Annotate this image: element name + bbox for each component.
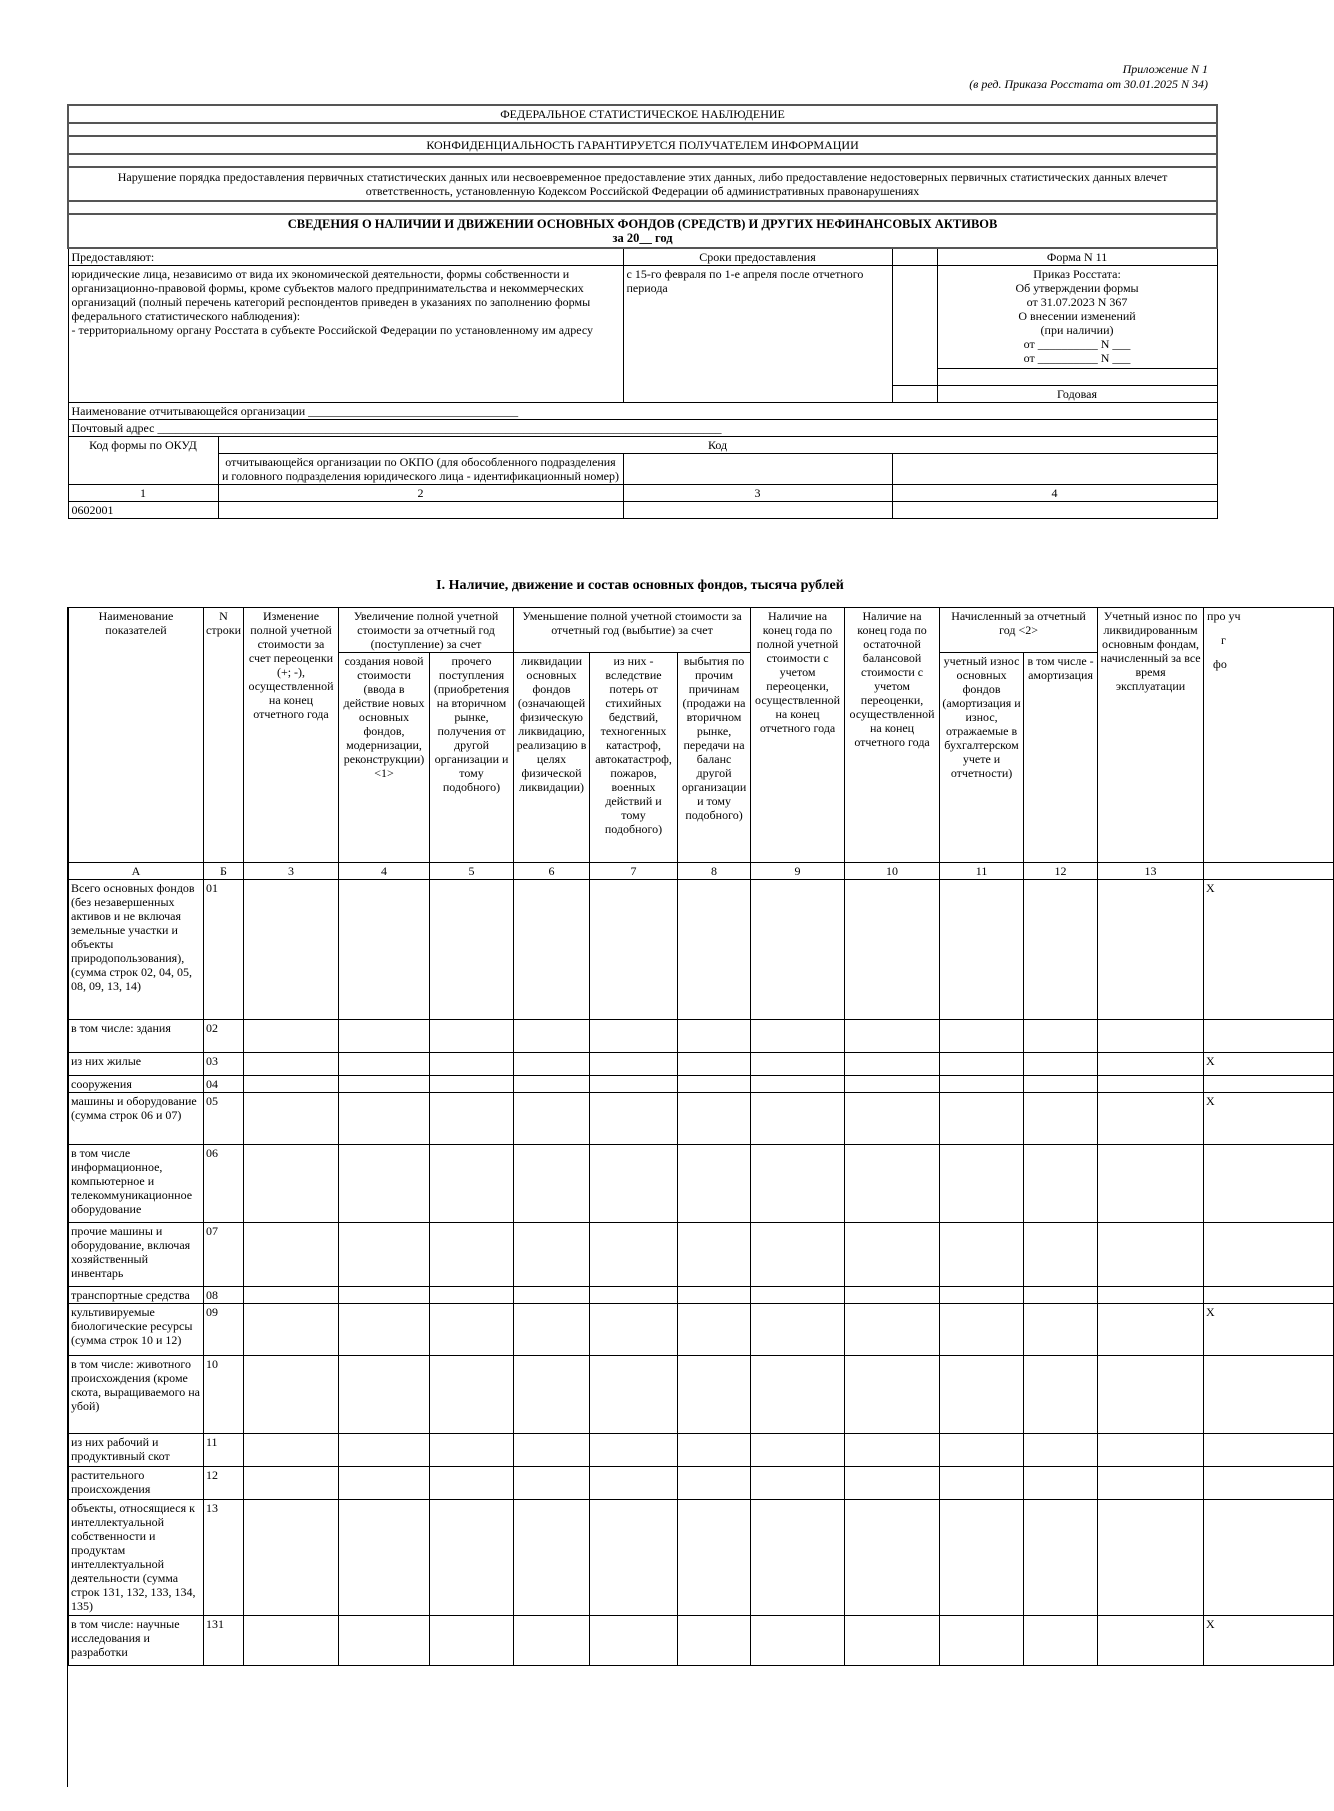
row-number: 03 [204, 1053, 244, 1076]
value-cell[interactable] [244, 880, 339, 1020]
value-cell[interactable] [751, 1434, 845, 1467]
code-col-number: 3 [623, 485, 892, 502]
spacer-row [68, 201, 1217, 214]
value-cell[interactable] [514, 1287, 590, 1304]
value-cell[interactable] [244, 1223, 339, 1287]
empty-cell [892, 248, 937, 266]
value-cell[interactable] [514, 880, 590, 1020]
deadline-text: с 15-го февраля по 1-е апреля после отчетного периода [623, 266, 892, 403]
value-cell[interactable] [1098, 880, 1204, 1020]
value-cell[interactable] [430, 1467, 514, 1500]
header-cut-column [1204, 608, 1334, 863]
cut-header-text: г [1221, 633, 1226, 647]
postal-address-line: Почтовый адрес ______________________________________________________________________________________________ [68, 420, 1217, 437]
value-cell[interactable] [590, 1287, 678, 1304]
value-cell[interactable] [514, 1467, 590, 1500]
value-cell[interactable] [590, 880, 678, 1020]
empty-cell [892, 266, 937, 386]
order-line: от __________ N ___ [1023, 351, 1131, 365]
value-cell[interactable] [339, 1467, 430, 1500]
column-letter: 5 [430, 863, 514, 880]
value-cell[interactable] [1098, 1616, 1204, 1666]
header-name: Наименование показателей [69, 608, 204, 863]
value-cell[interactable] [940, 1467, 1024, 1500]
value-cell[interactable] [339, 1145, 430, 1223]
form-year: за 20__ год [612, 231, 673, 245]
table-body [69, 880, 1334, 1666]
table-row [69, 1616, 1334, 1666]
column-letter: 4 [339, 863, 430, 880]
column-letter: 12 [1024, 863, 1098, 880]
value-cell[interactable] [1024, 880, 1098, 1020]
value-cell[interactable] [339, 1053, 430, 1076]
annex-edition: (в ред. Приказа Росстата от 30.01.2025 N 34) [969, 77, 1208, 91]
header-revaluation: Изменение полной учетной стоимости за счет переоценки (+; -), осуществленной на конец отчетного года [244, 608, 339, 863]
header-new-creation: создания новой стоимости (ввода в действие новых основных фондов, модернизации, реконструкции) <1> [339, 653, 430, 863]
table-row [69, 1500, 1334, 1616]
row-mark: X [1204, 1053, 1334, 1076]
row-mark [1204, 1467, 1334, 1500]
value-cell[interactable] [1098, 1145, 1204, 1223]
table-row [69, 1020, 1334, 1053]
row-number: 09 [204, 1304, 244, 1356]
code-value-3 [623, 502, 892, 519]
row-mark [1204, 1500, 1334, 1616]
value-cell[interactable] [1098, 1053, 1204, 1076]
row-name: из них жилые [69, 1053, 204, 1076]
row-name: в том числе: животного происхождения (кроме скота, выращиваемого на убой) [69, 1356, 204, 1434]
header-other-disposal: выбытия по прочим причинам (продажи на вторичном рынке, передачи на баланс другой организации и тому подобного) [678, 653, 751, 863]
value-cell[interactable] [845, 1053, 940, 1076]
value-cell[interactable] [940, 1500, 1024, 1616]
value-cell[interactable] [1024, 1223, 1098, 1287]
okud-value: 0602001 [68, 502, 218, 519]
value-cell[interactable] [430, 1500, 514, 1616]
value-cell[interactable] [751, 1467, 845, 1500]
value-cell[interactable] [845, 1223, 940, 1287]
section1-table-viewport [67, 607, 1241, 1787]
value-cell[interactable] [845, 880, 940, 1020]
row-name: машины и оборудование (сумма строк 06 и 07) [69, 1093, 204, 1145]
value-cell[interactable] [244, 1053, 339, 1076]
value-cell[interactable] [590, 1145, 678, 1223]
column-letters-row [69, 863, 1334, 880]
row-number: 10 [204, 1356, 244, 1434]
column-letter: Б [204, 863, 244, 880]
row-name: из них рабочий и продуктивный скот [69, 1434, 204, 1467]
value-cell[interactable] [514, 1500, 590, 1616]
value-cell[interactable] [751, 1356, 845, 1434]
row-number: 13 [204, 1500, 244, 1616]
value-cell[interactable] [590, 1467, 678, 1500]
value-cell[interactable] [940, 1020, 1024, 1053]
value-cell[interactable] [678, 1223, 751, 1287]
value-cell[interactable] [244, 1076, 339, 1093]
row-mark [1204, 1356, 1334, 1434]
value-cell[interactable] [1098, 1287, 1204, 1304]
value-cell[interactable] [678, 1076, 751, 1093]
row-mark: X [1204, 880, 1334, 1020]
value-cell[interactable] [430, 1223, 514, 1287]
row-name: в том числе информационное, компьютерное и телекоммуникационное оборудование [69, 1145, 204, 1223]
value-cell[interactable] [514, 1616, 590, 1666]
value-cell[interactable] [678, 1616, 751, 1666]
order-line: от __________ N ___ [1023, 337, 1131, 351]
organization-name-line: Наименование отчитывающейся организации ___________________________________ [68, 403, 1217, 420]
value-cell[interactable] [1098, 1093, 1204, 1145]
value-cell[interactable] [1098, 1500, 1204, 1616]
header-decrease-group: Уменьшение полной учетной стоимости за отчетный год (выбытие) за счет [514, 608, 751, 653]
value-cell[interactable] [514, 1304, 590, 1356]
okpo-value [218, 502, 623, 519]
value-cell[interactable] [678, 1304, 751, 1356]
cut-header-text: про уч [1207, 609, 1241, 623]
row-mark [1204, 1020, 1334, 1053]
okud-label: Код формы по ОКУД [68, 437, 218, 485]
code-value-4 [892, 502, 1217, 519]
value-cell[interactable] [590, 1223, 678, 1287]
value-cell[interactable] [1098, 1304, 1204, 1356]
value-cell[interactable] [430, 1287, 514, 1304]
value-cell[interactable] [678, 1467, 751, 1500]
value-cell[interactable] [430, 1616, 514, 1666]
value-cell[interactable] [590, 1434, 678, 1467]
fixed-assets-table [68, 607, 1334, 1666]
row-number: 04 [204, 1076, 244, 1093]
value-cell[interactable] [244, 1616, 339, 1666]
value-cell[interactable] [940, 1356, 1024, 1434]
value-cell[interactable] [244, 1467, 339, 1500]
header-liquidated-wear: Учетный износ по ликвидированным основным фондам, начисленный за все время эксплуатации [1098, 608, 1204, 863]
table-row [69, 1093, 1334, 1145]
row-number: 05 [204, 1093, 244, 1145]
value-cell[interactable] [244, 1145, 339, 1223]
value-cell[interactable] [845, 1145, 940, 1223]
value-cell[interactable] [430, 1020, 514, 1053]
header-losses: из них - вследствие потерь от стихийных бедствий, техногенных катастроф, автокатастроф, пожаров, военных действий и тому подобного) [590, 653, 678, 863]
value-cell[interactable] [590, 1500, 678, 1616]
value-cell[interactable] [751, 1304, 845, 1356]
header-accounting-wear: учетный износ основных фондов (амортизация и износ, отражаемые в бухгалтерском учете и отчетности) [940, 653, 1024, 863]
table-row [69, 1053, 1334, 1076]
value-cell[interactable] [751, 1287, 845, 1304]
value-cell[interactable] [339, 1356, 430, 1434]
value-cell[interactable] [845, 1467, 940, 1500]
value-cell[interactable] [590, 1093, 678, 1145]
form-number: Форма N 11 [937, 248, 1217, 266]
row-mark [1204, 1434, 1334, 1467]
deadline-label: Сроки предоставления [623, 248, 892, 266]
row-number: 06 [204, 1145, 244, 1223]
value-cell[interactable] [244, 1287, 339, 1304]
code-col-number: 1 [68, 485, 218, 502]
value-cell[interactable] [678, 1093, 751, 1145]
value-cell[interactable] [940, 1076, 1024, 1093]
value-cell[interactable] [244, 1020, 339, 1053]
value-cell[interactable] [339, 1616, 430, 1666]
value-cell[interactable] [244, 1093, 339, 1145]
row-name: объекты, относящиеся к интеллектуальной собственности и продуктам интеллектуальной деятельности (сумма строк 131, 132, 133, 134, 135) [69, 1500, 204, 1616]
value-cell[interactable] [430, 1053, 514, 1076]
value-cell[interactable] [845, 1616, 940, 1666]
code-col-number: 2 [218, 485, 623, 502]
value-cell[interactable] [845, 1076, 940, 1093]
value-cell[interactable] [339, 1500, 430, 1616]
spacer-row [68, 154, 1217, 167]
recipient-text: - территориальному органу Росстата в субъекте Российской Федерации по установленному им адресу [71, 323, 594, 337]
order-line: О внесении изменений [1018, 309, 1136, 323]
row-name: прочие машины и оборудование, включая хозяйственный инвентарь [69, 1223, 204, 1287]
value-cell[interactable] [940, 1304, 1024, 1356]
value-cell[interactable] [1024, 1093, 1098, 1145]
table-row [69, 1223, 1334, 1287]
order-line: Приказ Росстата: [1033, 267, 1121, 281]
value-cell[interactable] [678, 1053, 751, 1076]
value-cell[interactable] [430, 1145, 514, 1223]
value-cell[interactable] [845, 1434, 940, 1467]
row-number: 07 [204, 1223, 244, 1287]
column-letter: 10 [845, 863, 940, 880]
value-cell[interactable] [430, 1434, 514, 1467]
value-cell[interactable] [590, 1076, 678, 1093]
form-header-table [67, 104, 1218, 519]
value-cell[interactable] [1098, 1020, 1204, 1053]
respondents-cell [68, 266, 623, 403]
order-line: Об утверждении формы [1015, 281, 1139, 295]
column-letter: 3 [244, 863, 339, 880]
value-cell[interactable] [339, 1020, 430, 1053]
liability-warning: Нарушение порядка предоставления первичных статистических данных или несвоевременное предоставление этих данных, либо предоставление недостоверных первичных статистических данных влечет ответственность, установленную Кодексом Российской Федерации об административных правонарушениях [68, 167, 1217, 201]
header-line-no: N строки [204, 608, 244, 863]
value-cell[interactable] [339, 1434, 430, 1467]
header-increase-group: Увеличение полной учетной стоимости за отчетный год (поступление) за счет [339, 608, 514, 653]
value-cell[interactable] [1024, 1076, 1098, 1093]
table-row [69, 1467, 1334, 1500]
column-letter: 6 [514, 863, 590, 880]
row-mark [1204, 1145, 1334, 1223]
value-cell[interactable] [940, 1145, 1024, 1223]
row-mark: X [1204, 1093, 1334, 1145]
value-cell[interactable] [845, 1356, 940, 1434]
value-cell[interactable] [940, 880, 1024, 1020]
value-cell[interactable] [1024, 1287, 1098, 1304]
value-cell[interactable] [678, 1356, 751, 1434]
value-cell[interactable] [339, 1287, 430, 1304]
header-residual-value-end: Наличие на конец года по остаточной балансовой стоимости с учетом переоценки, осуществленной на конец отчетного года [845, 608, 940, 863]
periodicity: Годовая [937, 386, 1217, 403]
value-cell[interactable] [845, 1500, 940, 1616]
value-cell[interactable] [940, 1223, 1024, 1287]
value-cell[interactable] [1098, 1434, 1204, 1467]
value-cell[interactable] [845, 1093, 940, 1145]
value-cell[interactable] [1024, 1434, 1098, 1467]
row-name: Всего основных фондов (без незавершенных активов и не включая земельные участки и объекты природопользования), (сумма строк 02, 04, 05, 08, 09, 13, 14) [69, 880, 204, 1020]
value-cell[interactable] [845, 1304, 940, 1356]
header-other-receipt: прочего поступления (приобретения на вторичном рынке, получения от другой организации и тому подобного) [430, 653, 514, 863]
column-letter: 13 [1098, 863, 1204, 880]
row-number: 11 [204, 1434, 244, 1467]
column-letter: 8 [678, 863, 751, 880]
value-cell[interactable] [430, 1356, 514, 1434]
row-name: в том числе: здания [69, 1020, 204, 1053]
row-name: растительного происхождения [69, 1467, 204, 1500]
cut-header-text: фо [1213, 657, 1227, 671]
column-letter: 11 [940, 863, 1024, 880]
value-cell[interactable] [751, 1500, 845, 1616]
row-name: сооружения [69, 1076, 204, 1093]
okpo-label: отчитывающейся организации по ОКПО (для обособленного подразделения и головного подразделения юридического лица - идентификационный номер) [218, 454, 623, 485]
form-title: СВЕДЕНИЯ О НАЛИЧИИ И ДВИЖЕНИИ ОСНОВНЫХ ФОНДОВ (СРЕДСТВ) И ДРУГИХ НЕФИНАНСОВЫХ АКТИВОВ [287, 217, 998, 231]
value-cell[interactable] [1024, 1616, 1098, 1666]
value-cell[interactable] [514, 1053, 590, 1076]
value-cell[interactable] [514, 1356, 590, 1434]
value-cell[interactable] [1024, 1145, 1098, 1223]
value-cell[interactable] [751, 1053, 845, 1076]
annex-title: Приложение N 1 [1122, 62, 1208, 76]
approval-order-cell [937, 266, 1217, 369]
value-cell[interactable] [244, 1356, 339, 1434]
order-line: от 31.07.2023 N 367 [1026, 295, 1128, 309]
table-row [69, 1076, 1334, 1093]
value-cell[interactable] [940, 1616, 1024, 1666]
value-cell[interactable] [339, 1093, 430, 1145]
value-cell[interactable] [751, 1076, 845, 1093]
value-cell[interactable] [940, 1434, 1024, 1467]
row-number: 12 [204, 1467, 244, 1500]
value-cell[interactable] [678, 880, 751, 1020]
value-cell[interactable] [940, 1093, 1024, 1145]
code-col-number: 4 [892, 485, 1217, 502]
value-cell[interactable] [430, 1093, 514, 1145]
observation-heading: ФЕДЕРАЛЬНОЕ СТАТИСТИЧЕСКОЕ НАБЛЮДЕНИЕ [68, 105, 1217, 123]
row-name: транспортные средства [69, 1287, 204, 1304]
code-label: Код [218, 437, 1217, 454]
value-cell[interactable] [1098, 1467, 1204, 1500]
row-mark [1204, 1223, 1334, 1287]
column-letter: 9 [751, 863, 845, 880]
value-cell[interactable] [514, 1076, 590, 1093]
table-row [69, 1145, 1334, 1223]
row-mark: X [1204, 1304, 1334, 1356]
table-row [69, 880, 1334, 1020]
value-cell[interactable] [514, 1223, 590, 1287]
section-title: I. Наличие, движение и состав основных фондов, тысяча рублей [436, 578, 844, 593]
header-amortization: в том числе - амортизация [1024, 653, 1098, 863]
value-cell[interactable] [590, 1020, 678, 1053]
value-cell[interactable] [1098, 1076, 1204, 1093]
value-cell[interactable] [751, 880, 845, 1020]
header-full-value-end: Наличие на конец года по полной учетной стоимости с учетом переоценки, осуществленной на конец отчетного года [751, 608, 845, 863]
value-cell[interactable] [1024, 1304, 1098, 1356]
column-letter: А [69, 863, 204, 880]
header-liquidation: ликвидации основных фондов (означающей физическую ликвидацию, реализацию в целях физической ликвидации) [514, 653, 590, 863]
row-number: 01 [204, 880, 244, 1020]
value-cell[interactable] [339, 880, 430, 1020]
value-cell[interactable] [1098, 1223, 1204, 1287]
value-cell[interactable] [940, 1053, 1024, 1076]
form-title-cell [68, 214, 1217, 248]
value-cell[interactable] [751, 1223, 845, 1287]
row-name: культивируемые биологические ресурсы (сумма строк 10 и 12) [69, 1304, 204, 1356]
value-cell[interactable] [1024, 1500, 1098, 1616]
value-cell[interactable] [751, 1020, 845, 1053]
value-cell[interactable] [244, 1500, 339, 1616]
value-cell[interactable] [514, 1020, 590, 1053]
value-cell[interactable] [590, 1616, 678, 1666]
value-cell[interactable] [339, 1304, 430, 1356]
value-cell[interactable] [751, 1145, 845, 1223]
value-cell[interactable] [1024, 1020, 1098, 1053]
row-mark [1204, 1076, 1334, 1093]
value-cell[interactable] [514, 1434, 590, 1467]
value-cell[interactable] [845, 1287, 940, 1304]
value-cell[interactable] [678, 1145, 751, 1223]
row-mark [1204, 1287, 1334, 1304]
value-cell[interactable] [1024, 1467, 1098, 1500]
value-cell[interactable] [940, 1287, 1024, 1304]
value-cell[interactable] [339, 1076, 430, 1093]
table-row [69, 1434, 1334, 1467]
value-cell[interactable] [244, 1434, 339, 1467]
value-cell[interactable] [678, 1287, 751, 1304]
table-row [69, 1304, 1334, 1356]
value-cell[interactable] [244, 1304, 339, 1356]
code-cell-3 [623, 454, 892, 485]
column-letter [1204, 863, 1334, 880]
code-cell-4 [892, 454, 1217, 485]
value-cell[interactable] [1098, 1356, 1204, 1434]
value-cell[interactable] [678, 1434, 751, 1467]
value-cell[interactable] [339, 1223, 430, 1287]
value-cell[interactable] [678, 1020, 751, 1053]
provide-label: Предоставляют: [68, 248, 623, 266]
value-cell[interactable] [845, 1020, 940, 1053]
value-cell[interactable] [514, 1093, 590, 1145]
value-cell[interactable] [590, 1304, 678, 1356]
value-cell[interactable] [751, 1616, 845, 1666]
row-mark: X [1204, 1616, 1334, 1666]
header-accrued-group: Начисленный за отчетный год <2> [940, 608, 1098, 653]
value-cell[interactable] [430, 1076, 514, 1093]
value-cell[interactable] [751, 1093, 845, 1145]
order-line: (при наличии) [1040, 323, 1114, 337]
row-number: 02 [204, 1020, 244, 1053]
value-cell[interactable] [590, 1356, 678, 1434]
row-number: 08 [204, 1287, 244, 1304]
empty-cell [937, 369, 1217, 386]
respondents-text: юридические лица, независимо от вида их экономической деятельности, формы собственности и организационно-правовой формы, кроме субъектов малого предпринимательства и некоммерческих организаций (полный перечень категорий респондентов приведен в указаниях по заполнению формы федерального статистического наблюдения): [71, 267, 591, 323]
empty-cell [892, 386, 937, 403]
annex-note [969, 62, 1208, 92]
confidentiality-heading: КОНФИДЕНЦИАЛЬНОСТЬ ГАРАНТИРУЕТСЯ ПОЛУЧАТЕЛЕМ ИНФОРМАЦИИ [68, 136, 1217, 154]
row-name: в том числе: научные исследования и разработки [69, 1616, 204, 1666]
value-cell[interactable] [678, 1500, 751, 1616]
spacer-row [68, 123, 1217, 136]
value-cell[interactable] [1024, 1053, 1098, 1076]
table-row [69, 1356, 1334, 1434]
value-cell[interactable] [430, 880, 514, 1020]
value-cell[interactable] [590, 1053, 678, 1076]
value-cell[interactable] [1024, 1356, 1098, 1434]
row-number: 131 [204, 1616, 244, 1666]
value-cell[interactable] [430, 1304, 514, 1356]
value-cell[interactable] [514, 1145, 590, 1223]
column-letter: 7 [590, 863, 678, 880]
table-row [69, 1287, 1334, 1304]
